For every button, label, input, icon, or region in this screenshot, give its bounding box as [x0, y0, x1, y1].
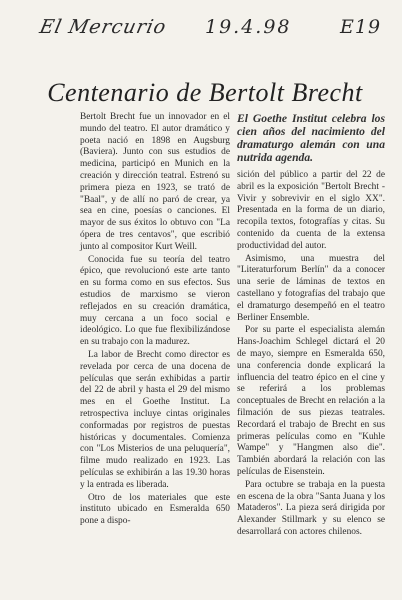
paragraph: Por su parte el especialista alemán Hans-Joachim Schlegel dictará el 20 de mayo, siempre en Esmeralda 650, una conferencia donde explicará la influencia del teatro épico en el cine y se referirá a los problemas conceptuales de Brecht en relación a la filmación de sus piezas teatrales. Recordará el trabajo de Brecht en sus primeras películas como en "Kuhle Wampe" y "Hangmen also die". También abordará la relación con las películas de Eisenstein.: [237, 325, 385, 477]
article-headline: Centenario de Bertolt Brecht: [47, 78, 363, 107]
paragraph: sición del público a partir del 22 de abril es la exposición "Bertolt Brecht - Vivir y sobrevivir en el siglo XX". Presentada en la forma de un diario, recopila textos, fotografías y citas. Su contenido da cuenta de la extensa productividad del autor.: [237, 170, 385, 251]
handwritten-date: 19.4.98: [205, 16, 292, 38]
article-left-column: [80, 112, 230, 529]
paragraph: Otro de los materiales que este instituto ubicado en Esmeralda 650 pone a dispo-: [80, 492, 230, 527]
handwritten-paper-name: El Mercurio: [37, 16, 169, 38]
handwritten-page-code: E19: [340, 16, 382, 38]
paragraph: Para octubre se trabaja en la puesta en escena de la obra "Santa Juana y los Mataderos". La pieza será dirigida por Alexander Stillmark y su elenco se desarrollará con actores chilenos.: [237, 479, 385, 537]
paragraph: Asimismo, una muestra del "Literaturforum Berlín" da a conocer una serie de láminas de textos en castellano y fotografías del trabajo que el dramaturgo desempeñó en el teatro Berliner Ensemble.: [237, 253, 385, 323]
paragraph: La labor de Brecht como director es revelada por cerca de una docena de películas que serán exhibidas a partir del 22 de abril y hasta el 29 del mismo mes en el Goethe Institut. La retrospectiva incluye cintas originales conformadas por registros de puestas históricas y documentales. Comienza con "Los Misterios de una peluquería", filme mudo realizado en 1923. Las películas se exhibirán a las 19.30 horas y la entrada es liberada.: [80, 349, 230, 490]
article-right-column: [237, 112, 385, 540]
paragraph: Conocida fue su teoría del teatro épico, que revolucionó este arte tanto en su forma como en sus efectos. Sus estudios de marxismo se vieron reflejados en su creación dramática, muy cercana a un foco social e ideológico. Lo que fue flexibilizándose en su trabajo con la madurez.: [80, 254, 230, 348]
paragraph: Bertolt Brecht fue un innovador en el mundo del teatro. El autor dramático y poeta nació en 1898 en Augsburg (Baviera). Junto con sus estudios de medicina, participó en Munich en la creación y dirección teatral. Estrenó su primera pieza en 1923, se trató de "Baal", y de allí no paró de crear, ya sea en cine, poesías o canciones. El mayor de sus éxitos lo obtuvo con "La ópera de tres centavos", que escribió junto al compositor Kurt Weill.: [80, 112, 230, 252]
handwritten-annotation: [37, 16, 382, 50]
article-lead: El Goethe Institut celebra los cien años del nacimiento del dramaturgo alemán con una nutrida agenda.: [237, 112, 385, 164]
